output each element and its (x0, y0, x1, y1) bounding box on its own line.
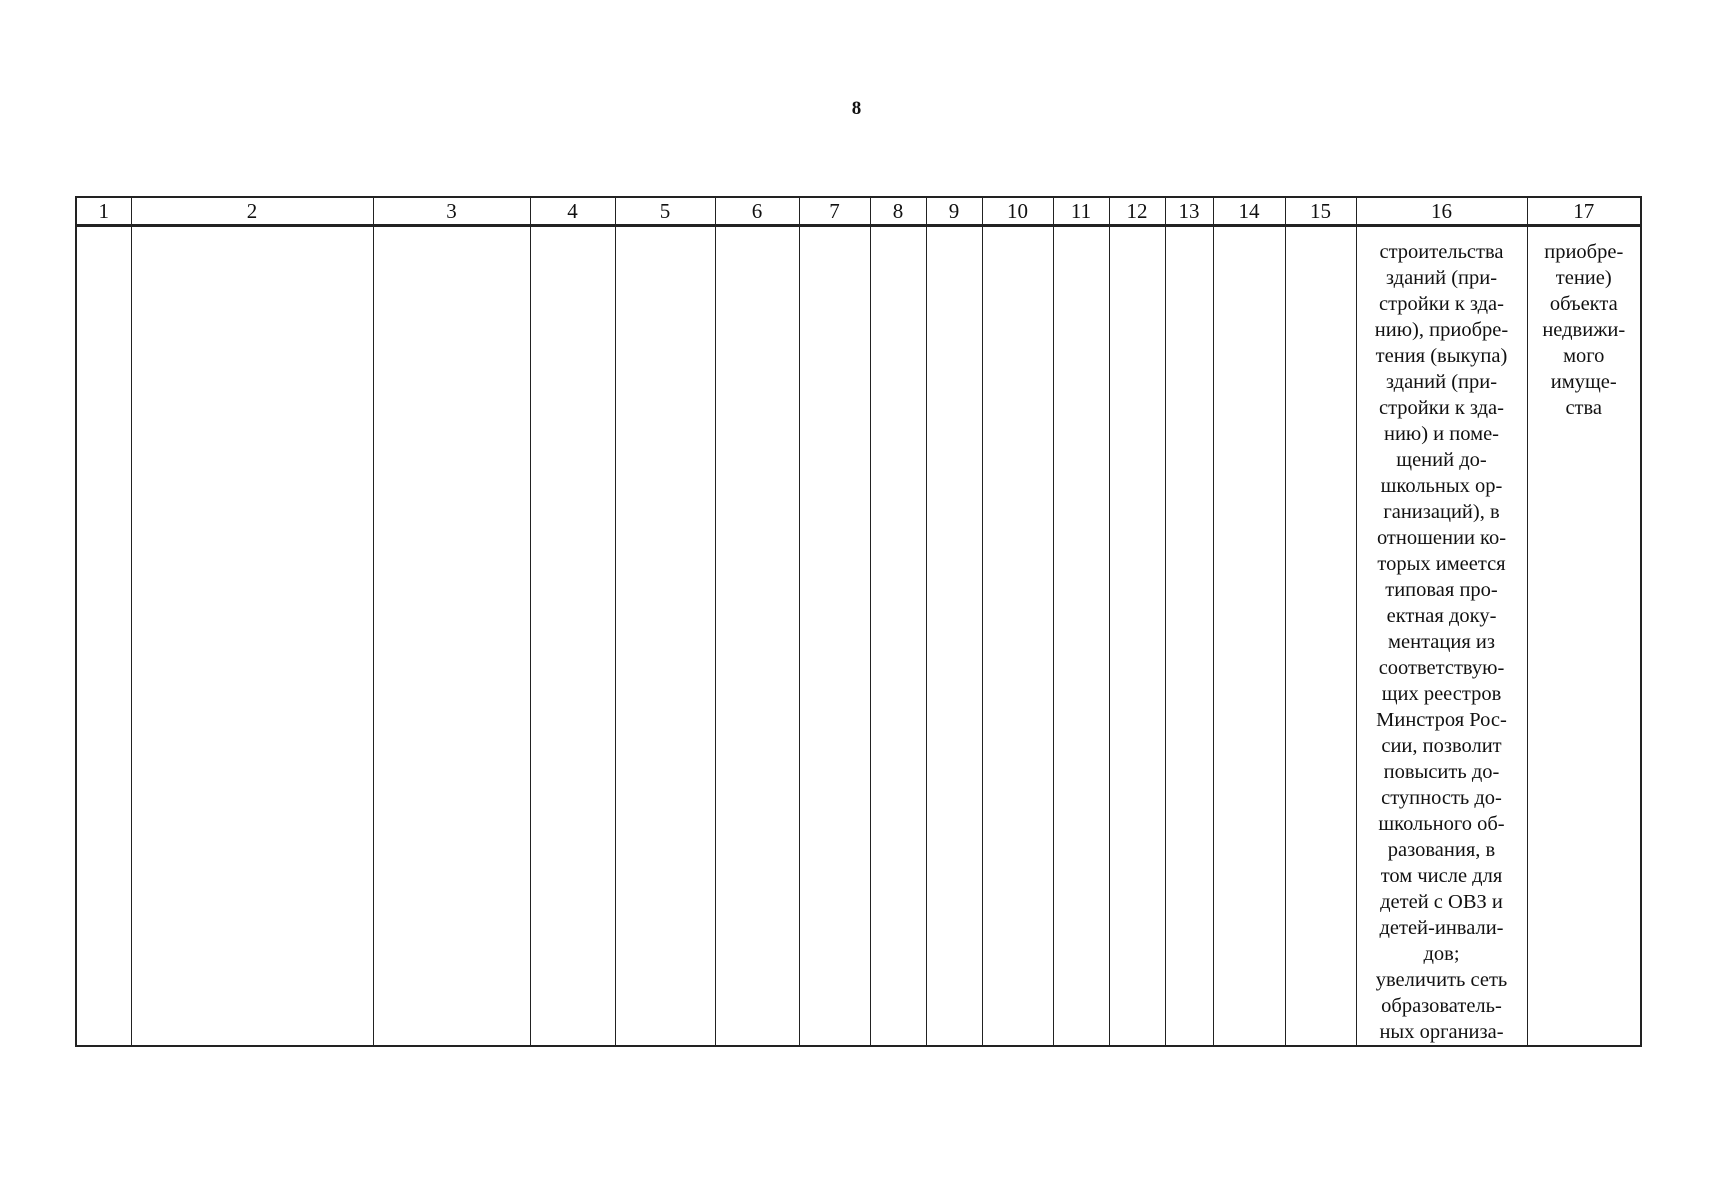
cell-text (616, 227, 715, 239)
column-header-6: 6 (715, 197, 799, 226)
cell-text (374, 227, 530, 239)
cell-text (1054, 227, 1109, 239)
data-table (75, 196, 1642, 1047)
column-header-15: 15 (1285, 197, 1356, 226)
cell-text (1286, 227, 1356, 239)
cell-text (871, 227, 926, 239)
cell-text-col17: приобре- тение) объекта недвижи- мого имуще- ства (1542, 241, 1626, 419)
cell-text (1110, 227, 1165, 239)
cell-text (531, 227, 615, 239)
cell-text (132, 227, 373, 239)
column-header-3: 3 (373, 197, 530, 226)
cell-text (927, 227, 982, 239)
column-header-9: 9 (926, 197, 982, 226)
cell-text (1166, 227, 1213, 239)
table-cell-3 (373, 226, 530, 1047)
cell-text (983, 227, 1053, 239)
cell-text (1214, 227, 1285, 239)
column-header-17: 17 (1527, 197, 1641, 226)
table-cell-15 (1285, 226, 1356, 1047)
column-header-8: 8 (870, 197, 926, 226)
column-header-16: 16 (1356, 197, 1527, 226)
column-header-10: 10 (982, 197, 1053, 226)
table-cell-17 (1527, 226, 1641, 1047)
cell-text-col16: строительства зданий (при- стройки к зда- нию), приобре- тения (выкупа) зданий (при- стройки к зда- нию) и поме- щений до- школьных ор- ганизаций), в отношении ко- торых имеется типовая про- ектная доку- ментация из соответствую- щих реестров Минстроя Рос- сии, позволит повысить до- ступность до- школьного об- разования, в том числе для детей с ОВЗ и детей-инвали- дов; увеличить сеть образователь- ных организа- (1374, 241, 1509, 1043)
table-cell-6 (715, 226, 799, 1047)
column-header-14: 14 (1213, 197, 1285, 226)
column-header-12: 12 (1109, 197, 1165, 226)
column-header-13: 13 (1165, 197, 1213, 226)
table-cell-16 (1356, 226, 1527, 1047)
table-cell-9 (926, 226, 982, 1047)
table-cell-14 (1213, 226, 1285, 1047)
table-cell-12 (1109, 226, 1165, 1047)
table-cell-11 (1053, 226, 1109, 1047)
cell-text (716, 227, 799, 239)
column-header-7: 7 (799, 197, 870, 226)
page-number: 8 (851, 98, 862, 119)
cell-text (800, 227, 870, 239)
table-cell-10 (982, 226, 1053, 1047)
column-header-4: 4 (530, 197, 615, 226)
column-header-11: 11 (1053, 197, 1109, 226)
column-number-row (76, 197, 1641, 226)
table-cell-1 (76, 226, 131, 1047)
column-header-2: 2 (131, 197, 373, 226)
table-cell-2 (131, 226, 373, 1047)
table-cell-13 (1165, 226, 1213, 1047)
table-row (76, 226, 1641, 1047)
table-cell-7 (799, 226, 870, 1047)
table-cell-8 (870, 226, 926, 1047)
column-header-5: 5 (615, 197, 715, 226)
cell-text (77, 227, 131, 239)
table-cell-4 (530, 226, 615, 1047)
table-cell-5 (615, 226, 715, 1047)
column-header-1: 1 (76, 197, 131, 226)
